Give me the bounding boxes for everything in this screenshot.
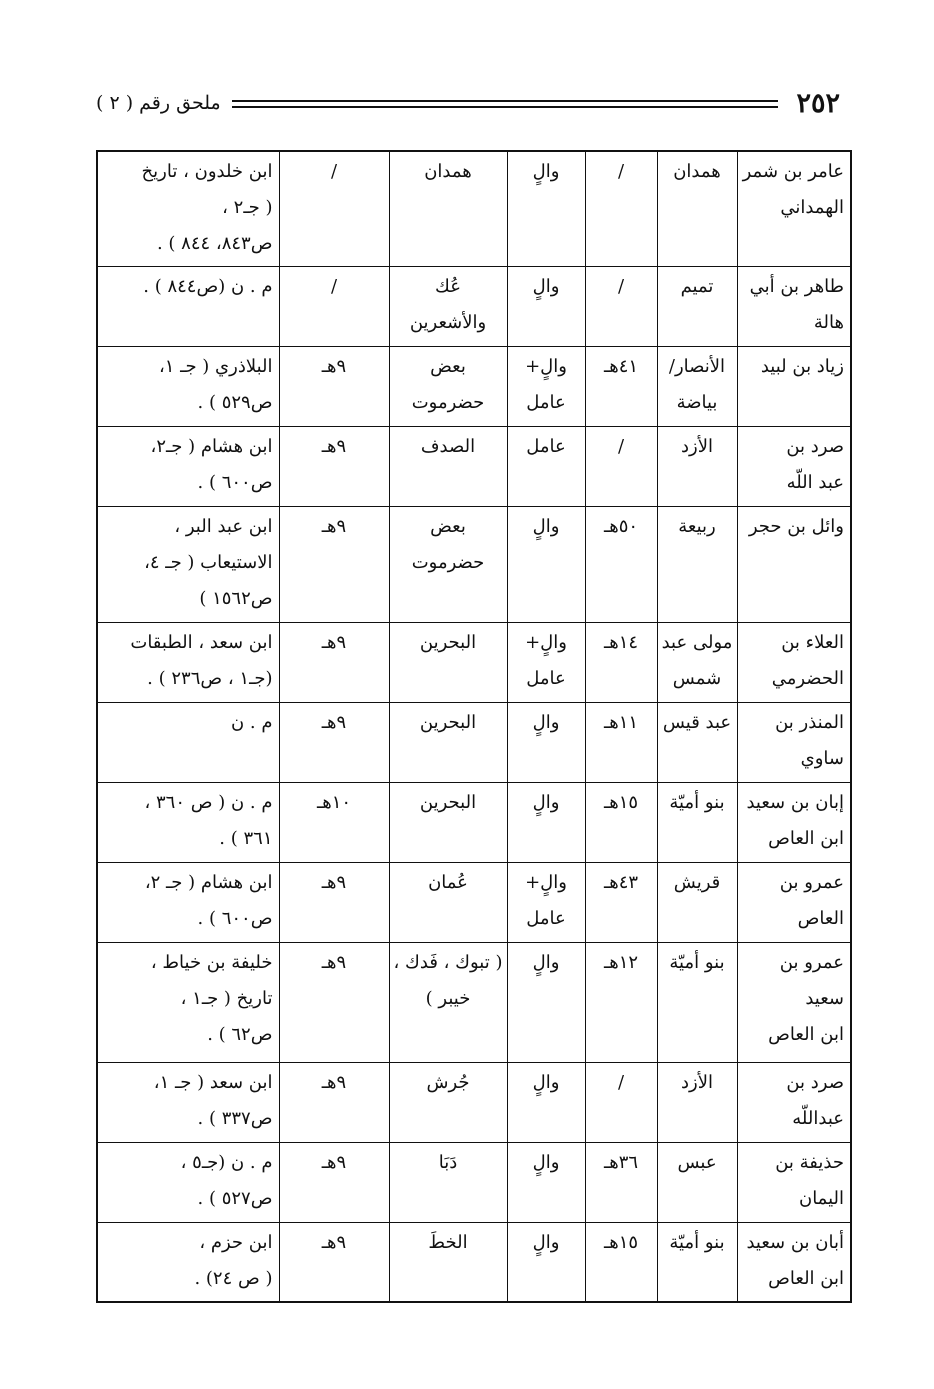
tribe: الأنصار/ بياضة: [657, 347, 737, 427]
appointed-year: ٩هـ: [279, 1143, 389, 1223]
tribe: تميم: [657, 267, 737, 347]
table-row: [97, 1223, 851, 1303]
page-number: ٢٥٢: [796, 88, 840, 119]
appointed-year: ٩هـ: [279, 703, 389, 783]
table-row: [97, 703, 851, 783]
death-year: ١٥هـ: [585, 1223, 657, 1303]
region: البحرين: [389, 783, 507, 863]
appointed-year: ٩هـ: [279, 1223, 389, 1303]
appointed-year: ٩هـ: [279, 1063, 389, 1143]
tribe: بنو أميّة: [657, 1223, 737, 1303]
table-row: [97, 507, 851, 623]
appointed-year: ٩هـ: [279, 623, 389, 703]
death-year: ٤٣هـ: [585, 863, 657, 943]
tribe: عبس: [657, 1143, 737, 1223]
role: والٍ+ عامل: [507, 863, 585, 943]
region: دَبَا: [389, 1143, 507, 1223]
source: البلاذري ( جـ ١، ص٥٢٩ ) .: [97, 347, 279, 427]
region: عُك والأشعرين: [389, 267, 507, 347]
source: ابن هشام ( جـ ٢، ص٦٠٠ ) .: [97, 863, 279, 943]
section-title: ملحق رقم ( ٢ ): [96, 92, 221, 114]
table-row: [97, 863, 851, 943]
source: ابن خلدون ، تاريخ ( جـ٢ ، ص٨٤٣، ٨٤٤ ) .: [97, 151, 279, 267]
appointed-year: ٩هـ: [279, 507, 389, 623]
governor-name: حذيفة بن اليمان: [737, 1143, 851, 1223]
table-row: [97, 347, 851, 427]
table-row: [97, 623, 851, 703]
death-year: ٣٦هـ: [585, 1143, 657, 1223]
region: همدان: [389, 151, 507, 267]
tribe: عبد قيس: [657, 703, 737, 783]
table-row: [97, 943, 851, 1063]
region: البحرين: [389, 703, 507, 783]
source: ابن حزم ، ( ص ٢٤) .: [97, 1223, 279, 1303]
role: والٍ: [507, 783, 585, 863]
appointed-year: ٩هـ: [279, 943, 389, 1063]
death-year: /: [585, 267, 657, 347]
source: م . ن ( ص ٣٦٠ ، ٣٦١ ) .: [97, 783, 279, 863]
source: خليفة بن خياط ، تاريخ ( جـ١ ، ص٦٢ ) .: [97, 943, 279, 1063]
death-year: ١٥هـ: [585, 783, 657, 863]
appointed-year: ١٠هـ: [279, 783, 389, 863]
role: والٍ: [507, 943, 585, 1063]
death-year: ١٢هـ: [585, 943, 657, 1063]
governor-name: إبان بن سعيد ابن العاص: [737, 783, 851, 863]
source: م . ن: [97, 703, 279, 783]
appointed-year: ٩هـ: [279, 427, 389, 507]
death-year: /: [585, 427, 657, 507]
governor-name: صرد بن عبد اللّه: [737, 427, 851, 507]
region: ( تبوك ، فَدك ، خيبر ): [389, 943, 507, 1063]
governor-name: عامر بن شمر الهمداني: [737, 151, 851, 267]
source: ابن هشام ( جـ٢، ص٦٠٠ ) .: [97, 427, 279, 507]
death-year: /: [585, 151, 657, 267]
table-row: [97, 783, 851, 863]
governor-name: وائل بن حجر: [737, 507, 851, 623]
role: والٍ+ عامل: [507, 623, 585, 703]
appointed-year: ٩هـ: [279, 863, 389, 943]
governor-name: طاهر بن أبي هالة: [737, 267, 851, 347]
appendix-table-wrap: [96, 150, 850, 1303]
death-year: /: [585, 1063, 657, 1143]
region: الصدف: [389, 427, 507, 507]
table-row: [97, 151, 851, 267]
governor-name: زياد بن لبيد: [737, 347, 851, 427]
governor-name: أبان بن سعيد ابن العاص: [737, 1223, 851, 1303]
region: جُرش: [389, 1063, 507, 1143]
death-year: ٥٠هـ: [585, 507, 657, 623]
source: م . ن (ص٨٤٤ ) .: [97, 267, 279, 347]
governor-name: عمرو بن سعيد ابن العاص: [737, 943, 851, 1063]
tribe: همدان: [657, 151, 737, 267]
source: ابن سعد ( جـ ١، ص٣٣٧ ) .: [97, 1063, 279, 1143]
role: عامل: [507, 427, 585, 507]
role: والٍ: [507, 1063, 585, 1143]
table-row: [97, 267, 851, 347]
tribe: مولى عبد شمس: [657, 623, 737, 703]
governor-name: عمرو بن العاص: [737, 863, 851, 943]
role: والٍ: [507, 507, 585, 623]
role: والٍ: [507, 703, 585, 783]
role: والٍ: [507, 1223, 585, 1303]
appointed-year: ٩هـ: [279, 347, 389, 427]
region: الخطَ: [389, 1223, 507, 1303]
governor-name: العلاء بن الحضرمي: [737, 623, 851, 703]
page-header: [92, 88, 840, 128]
region: بعض حضرموت: [389, 347, 507, 427]
tribe: قريش: [657, 863, 737, 943]
tribe: بنو أميّة: [657, 943, 737, 1063]
appointed-year: /: [279, 267, 389, 347]
tribe: الأزد: [657, 1063, 737, 1143]
death-year: ١٤هـ: [585, 623, 657, 703]
source: ابن عبد البر ، الاستيعاب ( جـ ٤، ص١٥٦٢ ): [97, 507, 279, 623]
death-year: ١١هـ: [585, 703, 657, 783]
source: ابن سعد ، الطبقات (جـ١ ، ص٢٣٦ ) .: [97, 623, 279, 703]
region: بعض حضرموت: [389, 507, 507, 623]
table-row: [97, 1143, 851, 1223]
role: والٍ: [507, 151, 585, 267]
tribe: بنو أميّة: [657, 783, 737, 863]
header-rule: [232, 100, 778, 108]
table-row: [97, 1063, 851, 1143]
region: عُمان: [389, 863, 507, 943]
role: والٍ+ عامل: [507, 347, 585, 427]
source: م . ن (جـ٥ ، ص٥٢٧ ) .: [97, 1143, 279, 1223]
role: والٍ: [507, 267, 585, 347]
role: والٍ: [507, 1143, 585, 1223]
tribe: الأزد: [657, 427, 737, 507]
table-row: [97, 427, 851, 507]
death-year: ٤١هـ: [585, 347, 657, 427]
appointed-year: /: [279, 151, 389, 267]
governor-name: صرد بن عبداللّه: [737, 1063, 851, 1143]
region: البحرين: [389, 623, 507, 703]
governor-name: المنذر بن ساوي: [737, 703, 851, 783]
appendix-table: [96, 150, 852, 1303]
tribe: ربيعة: [657, 507, 737, 623]
